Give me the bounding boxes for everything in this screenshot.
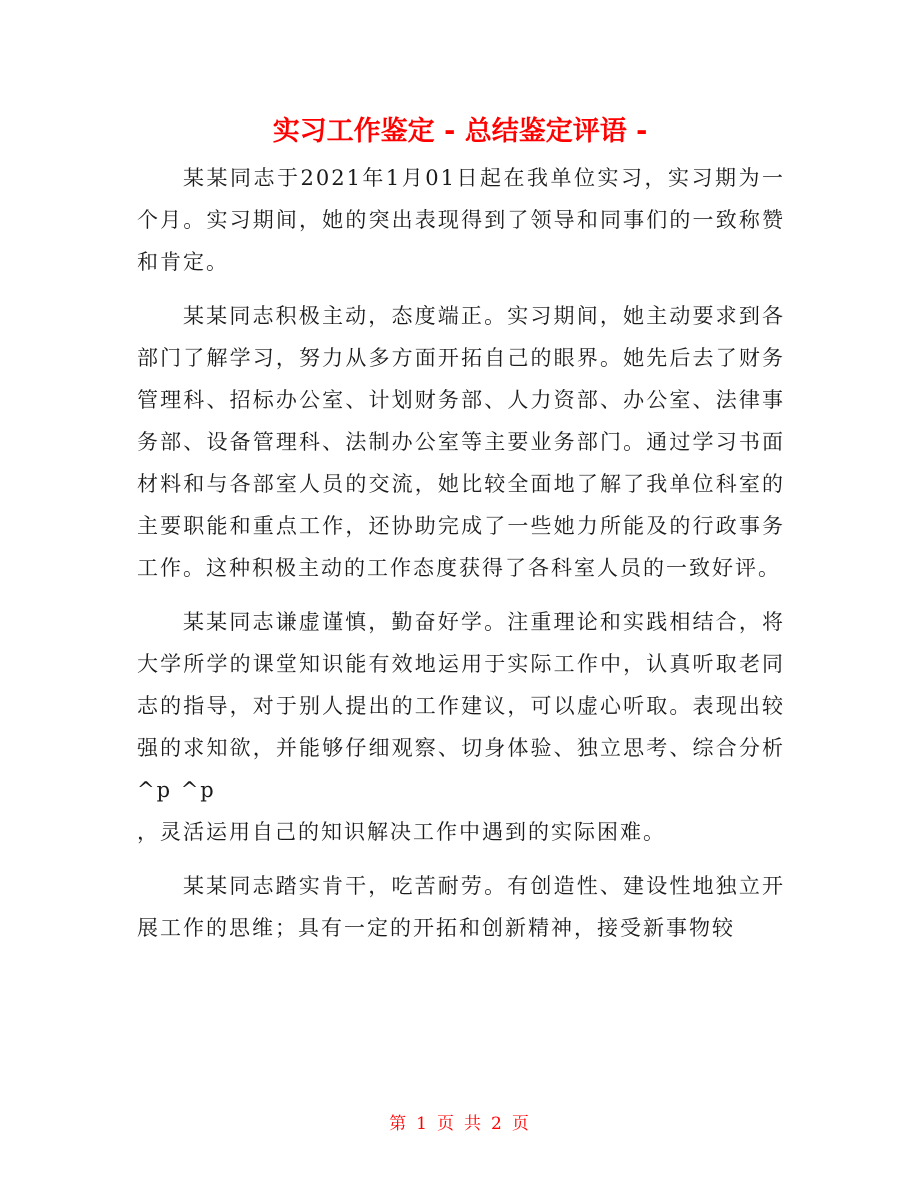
document-title: 实习工作鉴定 - 总结鉴定评语 -	[272, 116, 648, 147]
footer-label-ye: 页	[437, 1114, 456, 1134]
paragraph-diligence: 某某同志踏实肯干，吃苦耐劳。有创造性、建设性地独立开展工作的思维；具有一定的开拓和创新精神，接受新事物较	[137, 874, 785, 940]
footer-page-total: 2	[491, 1114, 504, 1134]
footer-label-ye2: 页	[511, 1114, 531, 1134]
paragraph-learning-continued: ，灵活运用自己的知识解决工作中遇到的实际困难。	[137, 820, 666, 844]
document-body	[137, 157, 785, 961]
footer-page-current: 1	[416, 1114, 429, 1134]
footer-label-di: 第	[389, 1114, 409, 1134]
page-footer	[0, 1112, 920, 1136]
paragraph-initiative: 某某同志积极主动，态度端正。实习期间，她主动要求到各部门了解学习，努力从多方面开拓自己的眼界。她先后去了财务管理科、招标办公室、计划财务部、人力资部、办公室、法律事务部、设备管理科、法制办公室等主要业务部门。通过学习书面材料和与各部室人员的交流，她比较全面地了解了我单位科室的主要职能和重点工作，还协助完成了一些她力所能及的行政事务工作。这种积极主动的工作态度获得了各科室人员的一致好评。	[137, 304, 785, 580]
paragraph-learning: 某某同志谦虚谨慎，勤奋好学。注重理论和实践相结合，将大学所学的课堂知识能有效地运用于实际工作中，认真听取老同志的指导，对于别人提出的工作建议，可以虚心听取。表现出较强的求知欲，并能够仔细观察、切身体验、独立思考、综合分析^p ^p	[137, 610, 785, 802]
paragraph-intro: 某某同志于2021年1月01日起在我单位实习，实习期为一个月。实习期间，她的突出表现得到了领导和同事们的一致称赞和肯定。	[137, 166, 785, 274]
footer-label-gong: 共	[464, 1114, 483, 1134]
